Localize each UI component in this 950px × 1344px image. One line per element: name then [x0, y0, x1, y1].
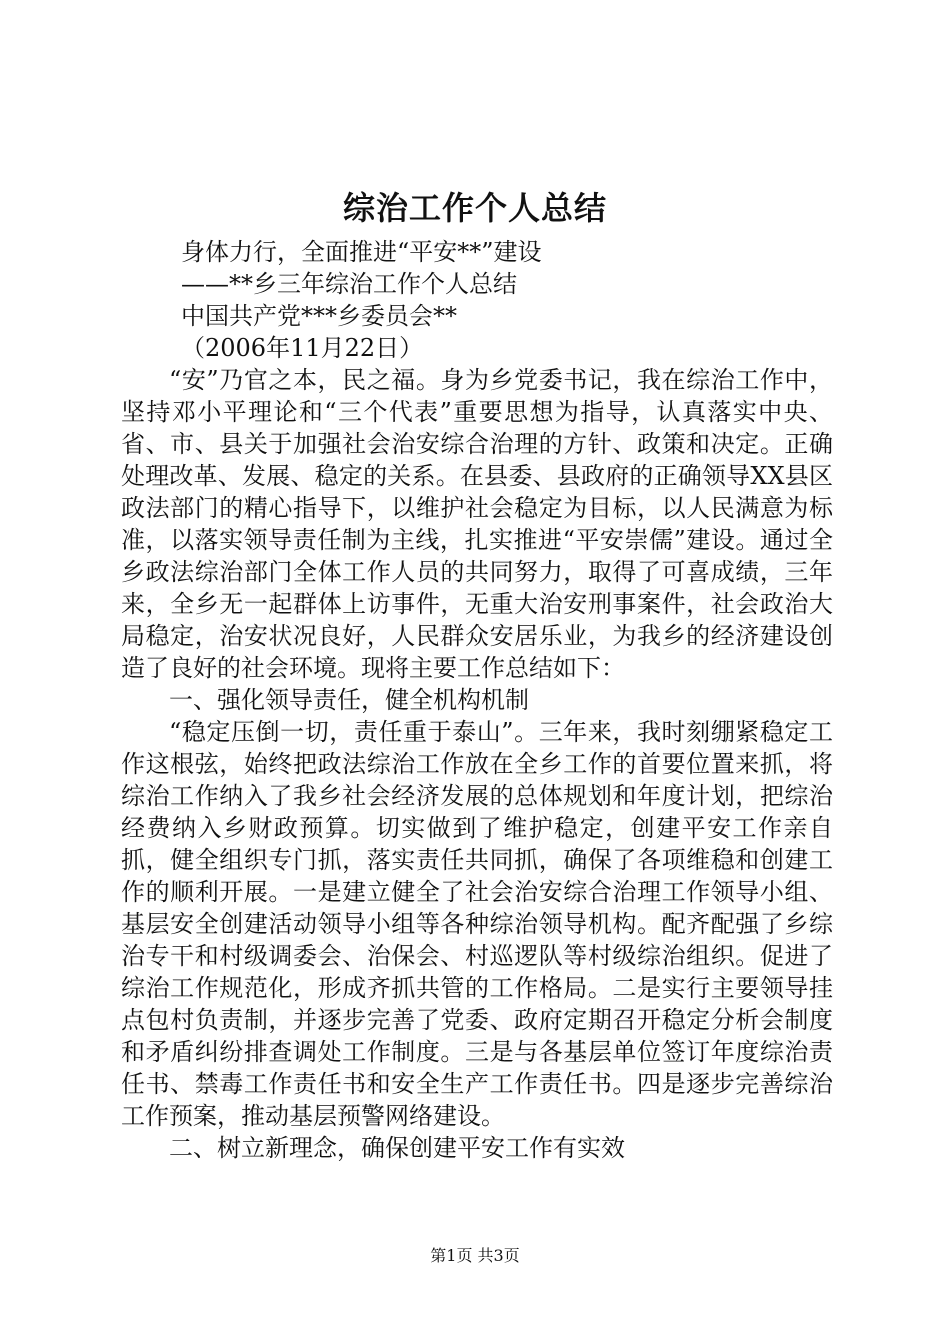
section-heading-2: 二、树立新理念，确保创建平安工作有实效	[169, 1134, 625, 1162]
paragraph-intro: “安”乃官之本，民之福。身为乡党委书记，我在综治工作中，坚持邓小平理论和“三个代表”重要思想为指导，认真落实中央、省、市、县关于加强社会治安综合治理的方针、政策和决定。正确处理改革、发展、稳定的关系。在县委、县政府的正确领导XX县区政法部门的精心指导下，以维护社会稳定为目标，以人民满意为标准，以落实领导责任制为主线，扎实推进“平安崇儒”建设。通过全乡政法综治部门全体工作人员的共同努力，取得了可喜成绩，三年来，全乡无一起群体上访事件，无重大治安刑事案件，社会政治大局稳定，治安状况良好，人民群众安居乐业，为我乡的经济建设创造了良好的社会环境。现将主要工作总结如下：	[121, 366, 833, 682]
document-author: 中国共产党***乡委员会**	[181, 302, 457, 330]
document-body	[121, 236, 833, 1164]
section-heading-1: 一、强化领导责任，健全机构机制	[169, 686, 529, 714]
document-subtitle: 身体力行，全面推进“平安**”建设	[181, 238, 542, 266]
page-number: 第1页 共3页	[430, 1246, 520, 1265]
paragraph-section-1: “稳定压倒一切，责任重于泰山”。三年来，我时刻绷紧稳定工作这根弦，始终把政法综治工作放在全乡工作的首要位置来抓，将综治工作纳入了我乡社会经济发展的总体规划和年度计划，把综治经费纳入乡财政预算。切实做到了维护稳定，创建平安工作亲自抓，健全组织专门抓，落实责任共同抓，确保了各项维稳和创建工作的顺利开展。一是建立健全了社会治安综合治理工作领导小组、基层安全创建活动领导小组等各种综治领导机构。配齐配强了乡综治专干和村级调委会、治保会、村巡逻队等村级综治组织。促进了综治工作规范化，形成齐抓共管的工作格局。二是实行主要领导挂点包村负责制，并逐步完善了党委、政府定期召开稳定分析会制度和矛盾纠纷排查调处工作制度。三是与各基层单位签订年度综治责任书、禁毒工作责任书和安全生产工作责任书。四是逐步完善综治工作预案，推动基层预警网络建设。	[121, 718, 833, 1130]
document-date: （2006年11月22日）	[181, 334, 424, 362]
document-subtitle-secondary: ——**乡三年综治工作个人总结	[181, 270, 517, 298]
document-title: 综治工作个人总结	[342, 189, 607, 227]
